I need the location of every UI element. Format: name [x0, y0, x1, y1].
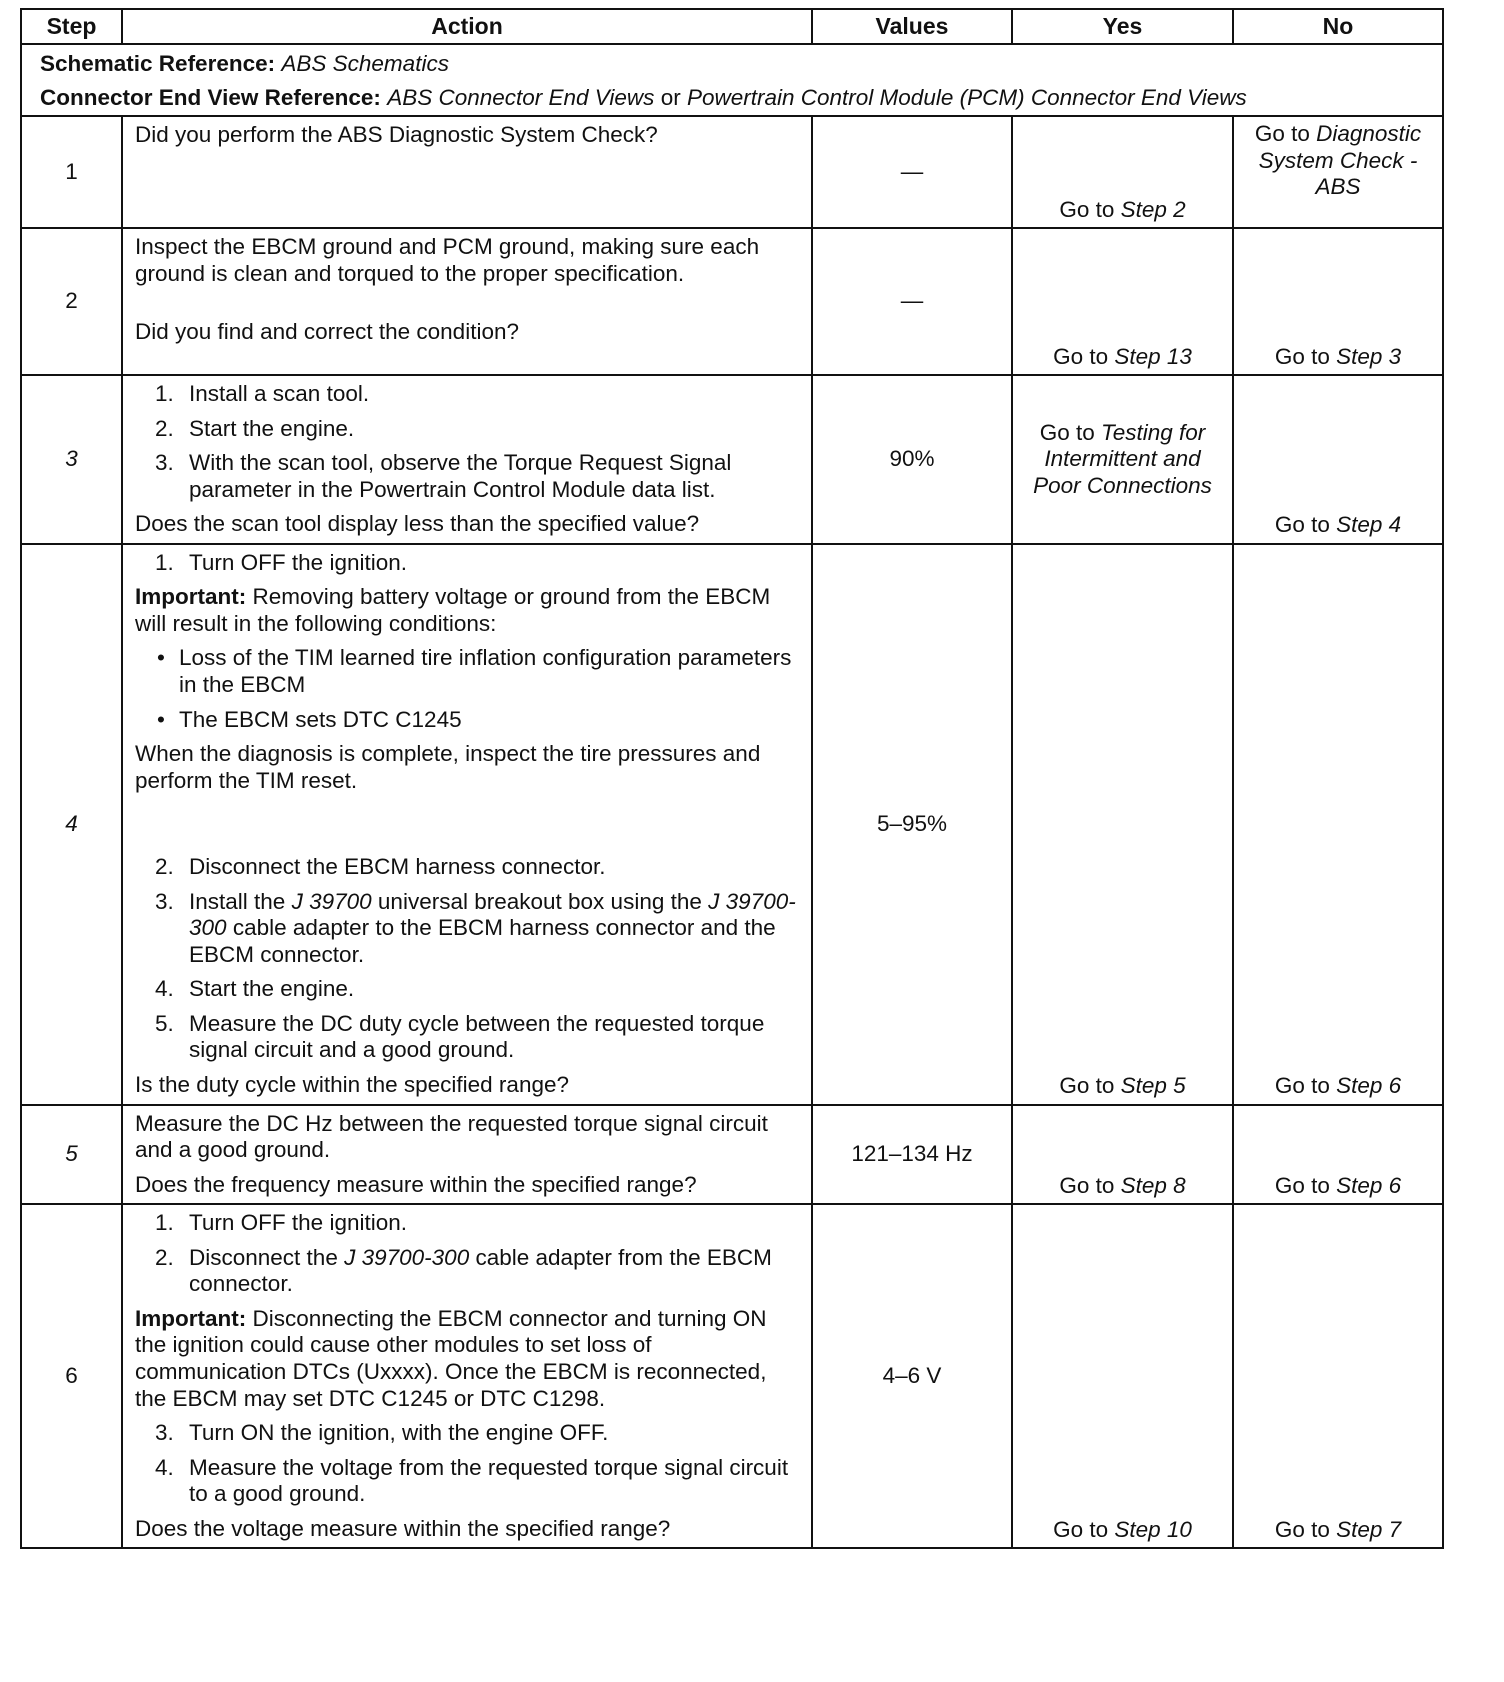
yes-link[interactable]: Step 2 [1120, 196, 1186, 222]
connector-reference-label: Connector End View Reference: [40, 84, 381, 110]
yes-cell [1012, 228, 1233, 375]
completion-note: When the diagnosis is complete, inspect the tire pressures and perform the TIM reset. [135, 741, 761, 793]
list-item-number: 3. [155, 450, 174, 476]
important-label: Important: [135, 1305, 247, 1331]
list-item-text: With the scan tool, observe the Torque Request Signal parameter in the Powertrain Control Module data list. [189, 450, 732, 502]
no-prefix: Go to [1274, 1516, 1330, 1542]
list-item-text [189, 889, 801, 969]
action-question: Does the frequency measure within the specified range? [135, 1171, 697, 1197]
action-question: Does the scan tool display less than the specified value? [135, 511, 700, 537]
header-action: Action [122, 9, 812, 44]
value-cell: 121–134 Hz [812, 1105, 1012, 1205]
step-number: 6 [21, 1204, 122, 1548]
text-segment: universal breakout box using the [377, 888, 702, 914]
action-cell [122, 228, 812, 375]
list-item [155, 1011, 801, 1064]
important-label: Important: [135, 584, 247, 610]
list-item-text: Start the engine. [189, 976, 355, 1002]
list-item-text: Measure the voltage from the requested torque signal circuit to a good ground. [189, 1454, 789, 1507]
schematic-reference-link[interactable]: ABS Schematics [281, 51, 449, 76]
table-row-step-1 [21, 116, 1443, 228]
header-yes: Yes [1012, 9, 1233, 44]
no-link[interactable]: Step 7 [1336, 1516, 1402, 1542]
action-cell [122, 116, 812, 228]
bullet-text: Loss of the TIM learned tire inflation configuration parameters in the EBCM [179, 645, 792, 698]
yes-prefix: Go to [1053, 343, 1109, 369]
tool-reference: J 39700-300 [344, 1244, 470, 1270]
yes-cell [1012, 544, 1233, 1105]
action-question: Is the duty cycle within the specified range? [135, 1072, 569, 1098]
schematic-reference [40, 51, 1424, 78]
list-item-text: Turn OFF the ignition. [189, 549, 408, 575]
list-item-text: Measure the DC duty cycle between the requested torque signal circuit and a good ground. [189, 1010, 765, 1063]
value-cell: 4–6 V [812, 1204, 1012, 1548]
list-item [155, 550, 801, 577]
diagnostic-table-sheet [20, 8, 1442, 1549]
list-item-text: Start the engine. [189, 415, 355, 441]
list-item [155, 1245, 801, 1298]
yes-cell [1012, 375, 1233, 544]
table-row-step-2 [21, 228, 1443, 375]
reference-row [21, 44, 1443, 116]
list-item-number: 2. [155, 1244, 174, 1270]
list-item [155, 1420, 801, 1447]
reference-cell [21, 44, 1443, 116]
yes-link[interactable]: Testing for Intermittent and Poor Connections [1033, 419, 1212, 498]
no-prefix: Go to [1274, 1172, 1330, 1198]
yes-link[interactable]: Step 13 [1114, 343, 1192, 369]
yes-cell [1012, 1204, 1233, 1548]
list-item-number: 1. [155, 549, 174, 575]
yes-prefix: Go to [1059, 196, 1115, 222]
value-cell: 90% [812, 375, 1012, 544]
important-text: Disconnecting the EBCM connector and turning ON the ignition could cause other modules to set loss of communication DTCs (Uxxxx). Once the EBCM is reconnected, the EBCM may set DTC C1245 or DTC C1298. [135, 1305, 767, 1411]
no-cell [1233, 228, 1443, 375]
table-row-step-5 [21, 1105, 1443, 1205]
list-item-number: 1. [155, 381, 174, 407]
action-question: Did you find and correct the condition? [135, 319, 519, 345]
list-item-text: Disconnect the EBCM harness connector. [189, 854, 606, 880]
yes-prefix: Go to [1059, 1073, 1115, 1099]
connector-reference [40, 85, 1424, 112]
connector-reference-or: or [660, 84, 681, 110]
text-segment: cable adapter from the EBCM connector. [189, 1244, 772, 1297]
step-number: 2 [21, 228, 122, 375]
connector-reference-link-abs[interactable]: ABS Connector End Views [387, 84, 655, 110]
no-cell [1233, 116, 1443, 228]
list-item [155, 381, 801, 408]
important-text: Removing battery voltage or ground from the EBCM will result in the following conditions: [135, 584, 771, 636]
no-link[interactable]: Step 4 [1336, 512, 1402, 538]
header-no: No [1233, 9, 1443, 44]
value-cell: 5–95% [812, 544, 1012, 1105]
yes-link[interactable]: Step 5 [1120, 1073, 1186, 1099]
text-segment: Install the [189, 888, 286, 914]
list-item-number: 4. [155, 1454, 174, 1480]
list-item [155, 450, 801, 503]
action-cell [122, 1204, 812, 1548]
value-cell: — [812, 228, 1012, 375]
no-prefix: Go to [1274, 1073, 1330, 1099]
bullet-icon: • [157, 645, 165, 671]
table-row-step-4 [21, 544, 1443, 1105]
list-item [155, 889, 801, 969]
text-segment: cable adapter to the EBCM harness connector and the EBCM connector. [189, 915, 776, 967]
text-segment: Disconnect the [189, 1244, 338, 1270]
no-cell [1233, 1204, 1443, 1548]
table-header-row [21, 9, 1443, 44]
list-item [155, 1210, 801, 1237]
no-link[interactable]: Step 6 [1336, 1172, 1402, 1198]
spacer [135, 802, 801, 854]
tool-reference: J 39700 [291, 888, 372, 914]
schematic-reference-label: Schematic Reference: [40, 51, 276, 76]
action-question: Does the voltage measure within the specified range? [135, 1515, 671, 1541]
table-row-step-3 [21, 375, 1443, 544]
list-item-number: 3. [155, 1420, 174, 1446]
action-question: Did you perform the ABS Diagnostic System Check? [135, 122, 658, 148]
yes-link[interactable]: Step 10 [1114, 1516, 1192, 1542]
tool-reference: J 39700-300 [189, 888, 796, 941]
list-item-text: Turn ON the ignition, with the engine OFF. [189, 1420, 609, 1446]
list-item-text: Install a scan tool. [189, 381, 370, 407]
step-number: 5 [21, 1105, 122, 1205]
no-prefix: Go to [1254, 121, 1310, 147]
list-item [155, 1455, 801, 1508]
no-link[interactable]: Step 3 [1336, 343, 1402, 369]
yes-prefix: Go to [1053, 1516, 1109, 1542]
step-number: 3 [21, 375, 122, 544]
list-item [155, 976, 801, 1003]
important-note [135, 1306, 801, 1412]
action-cell [122, 544, 812, 1105]
no-cell [1233, 544, 1443, 1105]
list-item-number: 5. [155, 1010, 174, 1036]
no-cell [1233, 1105, 1443, 1205]
no-link[interactable]: Diagnostic System Check - ABS [1258, 121, 1422, 200]
header-step: Step [21, 9, 122, 44]
diagnostic-table [20, 8, 1444, 1549]
yes-link[interactable]: Step 8 [1120, 1172, 1186, 1198]
bullet-item [157, 707, 801, 734]
list-item [155, 854, 801, 881]
bullet-icon: • [157, 706, 165, 732]
no-link[interactable]: Step 6 [1336, 1073, 1402, 1099]
important-note [135, 584, 801, 637]
no-prefix: Go to [1274, 512, 1330, 538]
list-item-number: 3. [155, 888, 174, 914]
connector-reference-link-pcm[interactable]: Powertrain Control Module (PCM) Connector End Views [686, 84, 1247, 110]
step-number: 4 [21, 544, 122, 1105]
list-item-number: 4. [155, 976, 174, 1002]
no-prefix: Go to [1274, 343, 1330, 369]
header-values: Values [812, 9, 1012, 44]
no-cell [1233, 375, 1443, 544]
yes-cell [1012, 116, 1233, 228]
list-item-text [189, 1245, 801, 1298]
action-instruction: Measure the DC Hz between the requested torque signal circuit and a good ground. [135, 1110, 768, 1163]
bullet-item [157, 645, 801, 698]
list-item-number: 2. [155, 854, 174, 880]
list-item-text: Turn OFF the ignition. [189, 1210, 408, 1236]
list-item-number: 2. [155, 415, 174, 441]
list-item-number: 1. [155, 1210, 174, 1236]
bullet-text: The EBCM sets DTC C1245 [179, 706, 462, 732]
table-row-step-6 [21, 1204, 1443, 1548]
list-item [155, 416, 801, 443]
yes-prefix: Go to [1039, 419, 1095, 445]
yes-cell [1012, 1105, 1233, 1205]
step-number: 1 [21, 116, 122, 228]
value-cell: — [812, 116, 1012, 228]
action-instruction: Inspect the EBCM ground and PCM ground, making sure each ground is clean and torqued to the proper specification. [135, 234, 760, 286]
yes-prefix: Go to [1059, 1172, 1115, 1198]
action-cell [122, 1105, 812, 1205]
action-cell [122, 375, 812, 544]
